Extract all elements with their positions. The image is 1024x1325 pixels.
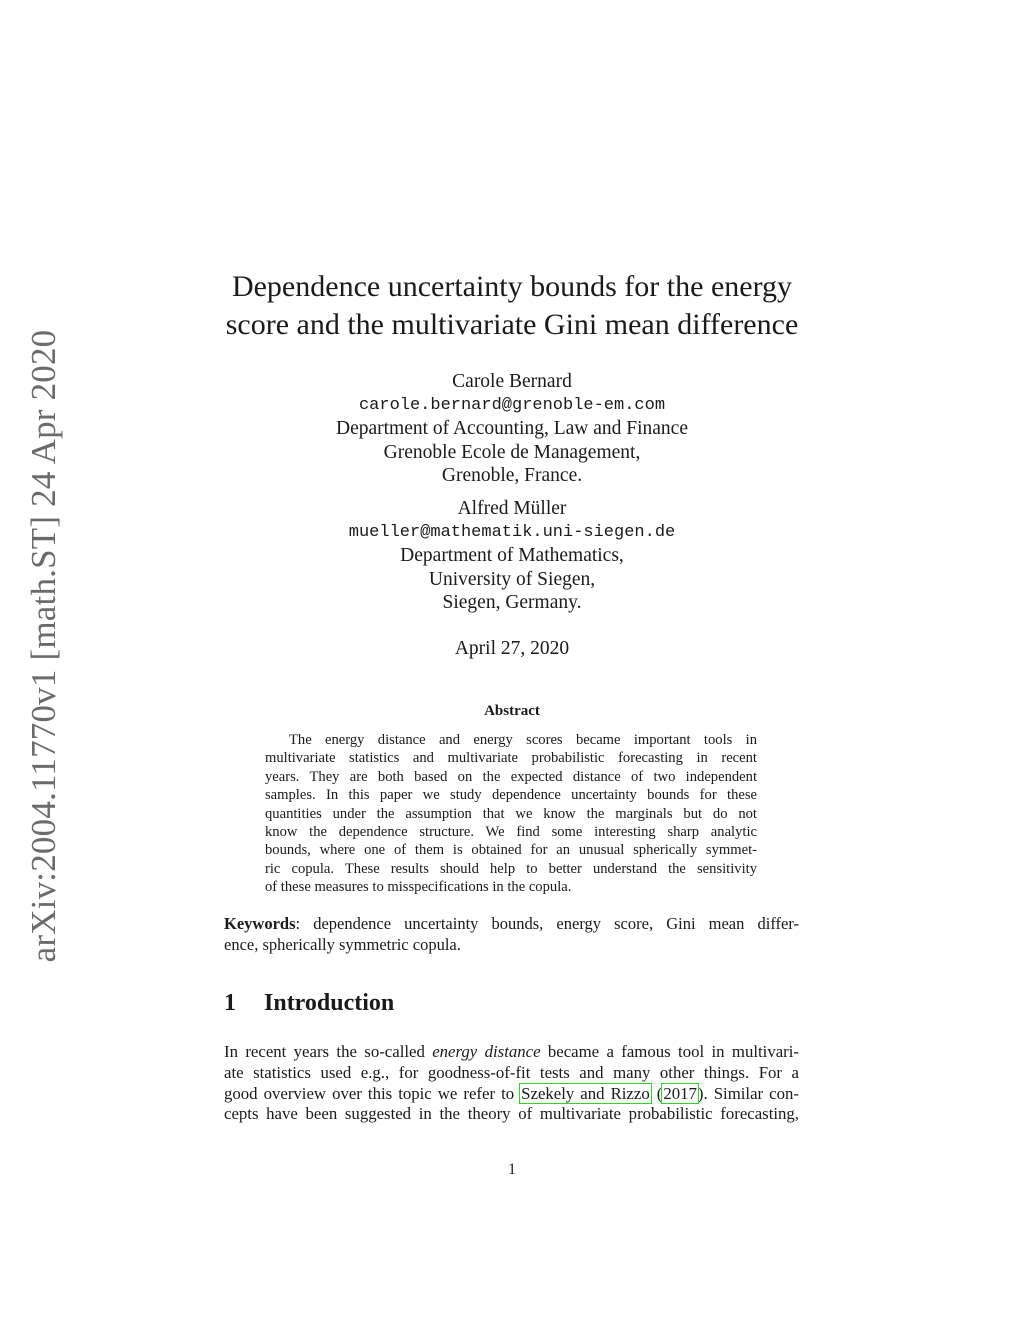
author-email[interactable]: carole.bernard@grenoble-em.com — [358, 395, 666, 415]
citation-link-authors[interactable]: Szekely and Rizzo — [521, 1083, 650, 1103]
abstract-line: quantities under the assumption that we know the marginals but do not — [265, 805, 757, 822]
intro-line: ate statistics used e.g., for goodness-of-fit tests and many other things. For a — [224, 1062, 799, 1082]
keywords-line: ence, spherically symmetric copula. — [224, 934, 461, 954]
paper-date: April 27, 2020 — [454, 638, 570, 659]
intro-line: cepts have been suggested in the theory of multivariate probabilistic forecasting, — [224, 1104, 799, 1124]
keywords-line — [224, 914, 799, 935]
title-line: score and the multivariate Gini mean difference — [225, 308, 799, 341]
abstract-body — [265, 731, 757, 897]
intro-text: good overview over this topic we refer to — [224, 1083, 521, 1103]
keywords-paragraph — [224, 914, 799, 955]
author-affiliation: Siegen, Germany. — [442, 592, 582, 614]
abstract-line: ric copula. These results should help to better understand the sensitivity — [265, 860, 757, 877]
intro-line — [224, 1084, 799, 1105]
intro-text: became a famous tool in multivari- — [540, 1042, 800, 1061]
intro-line — [224, 1042, 799, 1063]
author-affiliation: Grenoble Ecole de Management, — [383, 441, 641, 463]
abstract-line: bounds, where one of them is obtained for an unusual spherically symmet- — [265, 842, 757, 859]
introduction-paragraph — [224, 1042, 799, 1125]
abstract-line: of these measures to misspecifications in the copula. — [265, 879, 572, 896]
keywords-text: : dependence uncertainty bounds, energy score, Gini mean differ- — [295, 914, 799, 933]
author-affiliation: Department of Accounting, Law and Finance — [336, 418, 688, 440]
citation-link-year[interactable]: 2017 — [663, 1083, 697, 1103]
abstract-line: years. They are both based on the expected distance of two independent — [265, 768, 757, 785]
arxiv-identifier-stamp: arXiv:2004.11770v1 [math.ST] 24 Apr 2020 — [24, 329, 63, 963]
intro-text: In recent years the so-called — [224, 1042, 433, 1061]
keywords-label: Keywords — [224, 914, 296, 933]
intro-text: ( — [650, 1083, 663, 1103]
author-affiliation: Department of Mathematics, — [400, 545, 624, 567]
paper-title — [212, 268, 812, 344]
author-block-1 — [212, 370, 812, 488]
section-title: Introduction — [264, 990, 395, 1016]
section-number: 1 — [224, 990, 236, 1016]
author-affiliation: Grenoble, France. — [441, 465, 583, 487]
abstract-line: multivariate statistics and multivariate probabilistic forecasting in recent — [265, 750, 757, 767]
author-affiliation: University of Siegen, — [428, 568, 596, 590]
intro-emphasis: energy distance — [432, 1042, 541, 1061]
abstract-line: samples. In this paper we study dependence uncertainty bounds for these — [265, 787, 757, 804]
abstract-heading: Abstract — [484, 703, 540, 719]
author-name: Carole Bernard — [452, 371, 572, 392]
author-email[interactable]: mueller@mathematik.uni-siegen.de — [348, 522, 676, 542]
title-line: Dependence uncertainty bounds for the energy — [231, 270, 793, 303]
page-number: 1 — [508, 1161, 516, 1178]
abstract-line: know the dependence structure. We find some interesting sharp analytic — [265, 824, 757, 841]
abstract-line: The energy distance and energy scores became important tools in — [289, 732, 757, 748]
section-heading-introduction — [224, 990, 394, 1017]
author-name: Alfred Müller — [457, 498, 567, 519]
author-block-2 — [212, 497, 812, 615]
intro-text: ). Similar con- — [697, 1083, 799, 1103]
